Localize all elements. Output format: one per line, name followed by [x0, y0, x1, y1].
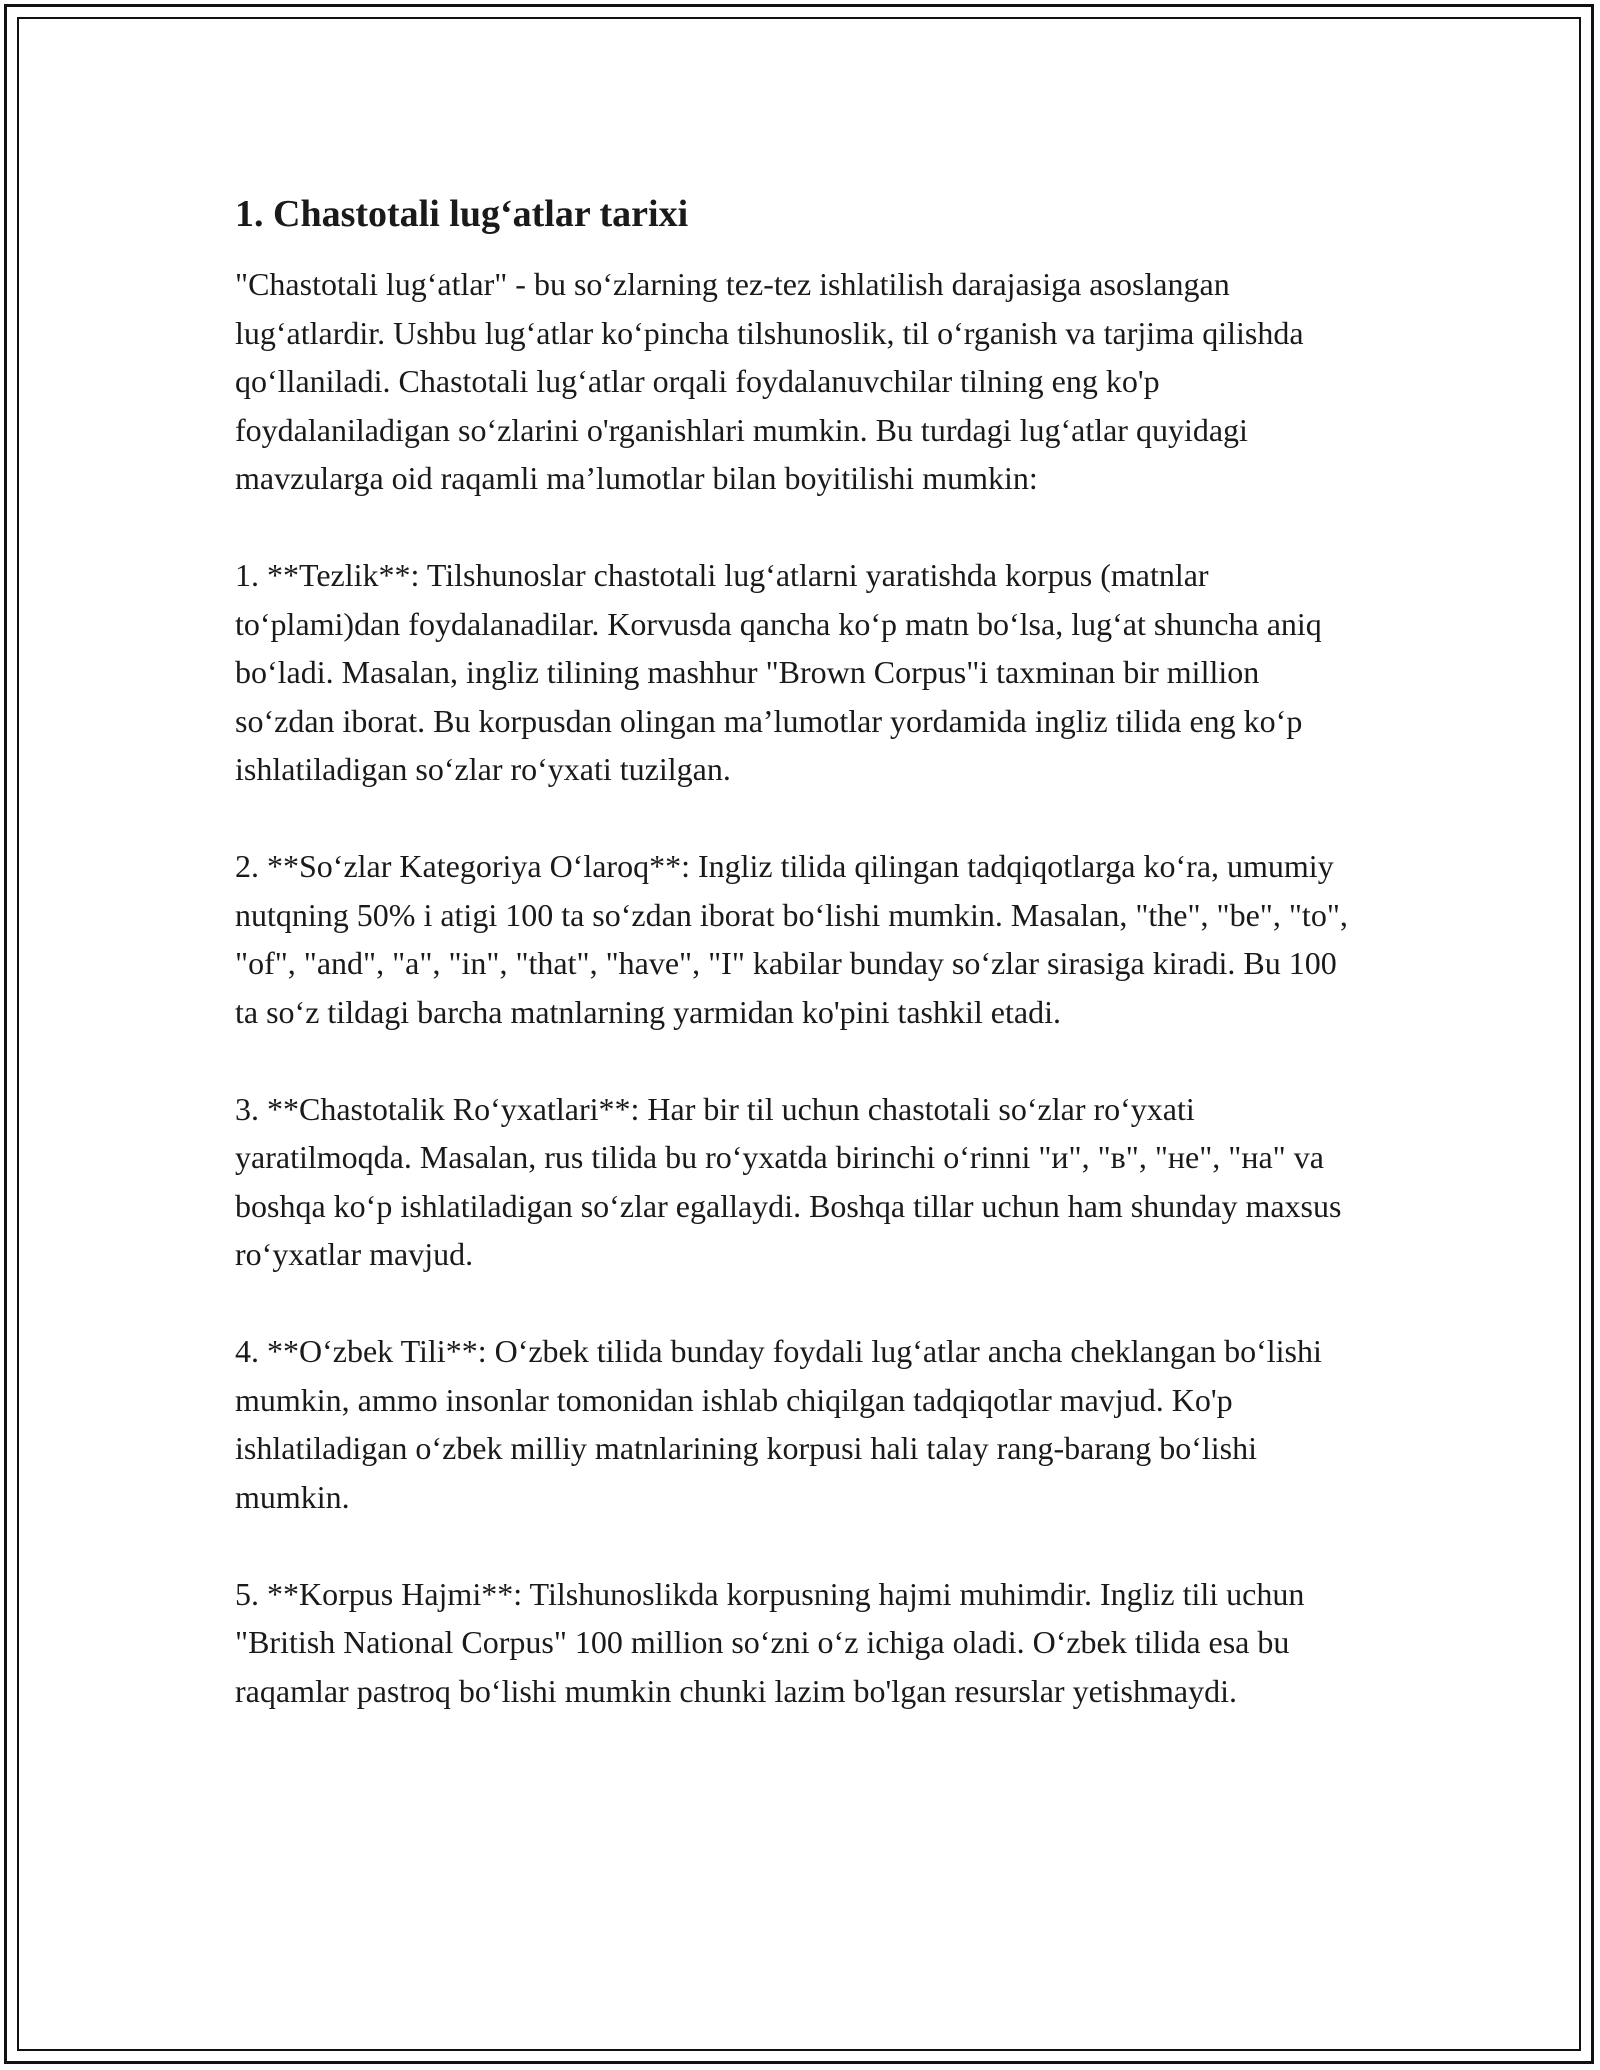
list-item-ozbek-tili: 4. **O‘zbek Tili**: O‘zbek tilida bunday foydali lug‘atlar ancha cheklangan bo‘lishi mumkin, ammo insonlar tomonidan ishlab chiqilgan tadqiqotlar mavjud. Ko'p ishlatiladigan o‘zbek milliy matnlarining korpusi hali talay rang-barang bo‘lishi mumkin. — [235, 1333, 1322, 1515]
document-body — [235, 188, 1365, 1764]
section-heading: 1. Chastotali lug‘atlar tarixi — [235, 193, 689, 235]
list-item-chastotalik-royxatlari: 3. **Chastotalik Ro‘yxatlari**: Har bir til uchun chastotali so‘zlar ro‘yxati yaratilmoqda. Masalan, rus tilida bu ro‘yxatda birinchi o‘rinni "и", "в", "не", "на" va boshqa ko‘p ishlatiladigan so‘zlar egallaydi. Boshqa tillar uchun ham shunday maxsus ro‘yxatlar mavjud. — [235, 1090, 1342, 1272]
list-item-tezlik: 1. **Tezlik**: Tilshunoslar chastotali lug‘atlarni yaratishda korpus (matnlar to‘plami)dan foydalanadilar. Korvusda qancha ko‘p matn bo‘lsa, lug‘at shuncha aniq bo‘ladi. Masalan, ingliz tilining mashhur "Brown Corpus"i taxminan bir million so‘zdan iborat. Bu korpusdan olingan ma’lumotlar yordamida ingliz tilida eng ko‘p ishlatiladigan so‘zlar ro‘yxati tuzilgan. — [235, 557, 1322, 787]
list-item-sozlar-kategoriya: 2. **So‘zlar Kategoriya O‘laroq**: Ingliz tilida qilingan tadqiqotlarga ko‘ra, umumiy nutqning 50% i atigi 100 ta so‘zdan iborat bo‘lishi mumkin. Masalan, "the", "be", "to", "of", "and", "a", "in", "that", "have", "I" kabilar bunday so‘zlar sirasiga kiradi. Bu 100 ta so‘z tildagi barcha matnlarning yarmidan ko'pini tashkil etadi. — [235, 848, 1348, 1030]
intro-paragraph: "Chastotali lug‘atlar" - bu so‘zlarning tez-tez ishlatilish darajasiga asoslangan lug‘atlardir. Ushbu lug‘atlar ko‘pincha tilshunoslik, til o‘rganish va tarjima qilishda qo‘llaniladi. Chastotali lug‘atlar orqali foydalanuvchilar tilning eng ko'p foydalaniladigan so‘zlarini o'rganishlari mumkin. Bu turdagi lug‘atlar quyidagi mavzularga oid raqamli ma’lumotlar bilan boyitilishi mumkin: — [235, 266, 1304, 496]
list-item-korpus-hajmi: 5. **Korpus Hajmi**: Tilshunoslikda korpusning hajmi muhimdir. Ingliz tili uchun "British National Corpus" 100 million so‘zni o‘z ichiga oladi. O‘zbek tilida esa bu raqamlar pastroq bo‘lishi mumkin chunki lazim bo'lgan resurslar yetishmaydi. — [235, 1575, 1305, 1709]
